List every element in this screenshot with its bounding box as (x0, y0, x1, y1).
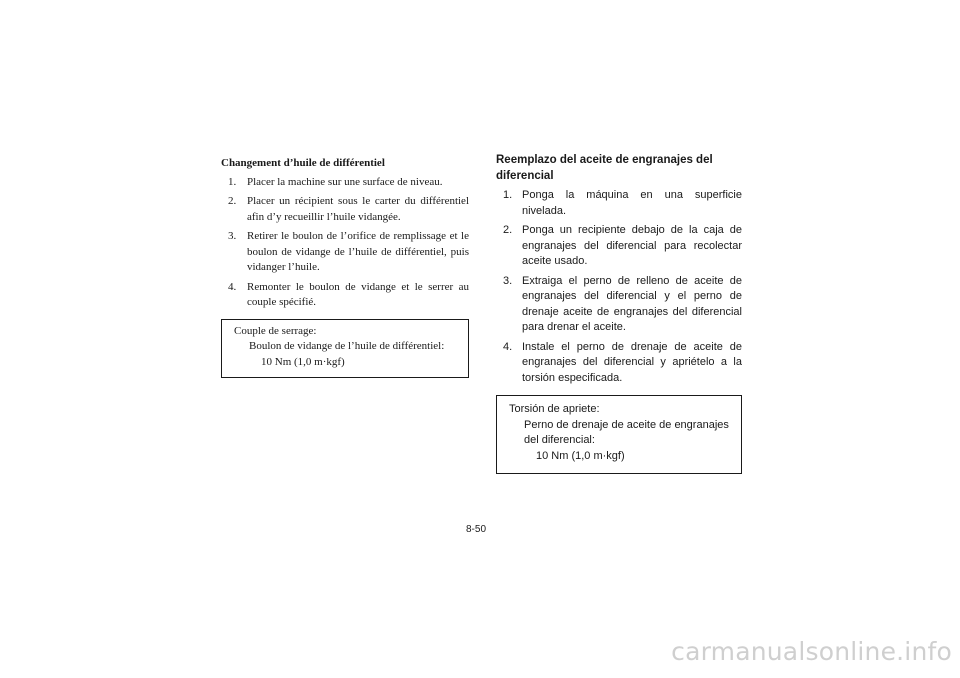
step-text: Ponga la máquina en una superficie nivelada. (522, 189, 742, 217)
step-number: 1. (503, 189, 513, 201)
step-text: Instale el perno de drenaje de aceite de engranajes del diferencial y apriételo a la torsión especificada. (522, 340, 742, 384)
spec-item: Boulon de vidange de l’huile de différentiel: (249, 340, 445, 352)
french-torque-spec-box (221, 319, 469, 379)
step-number: 3. (228, 230, 237, 242)
spanish-step (496, 223, 742, 270)
french-step (221, 280, 469, 311)
spanish-column (496, 153, 742, 474)
spec-title: Couple de serrage: (234, 324, 317, 337)
watermark: carmanualsonline.info (671, 637, 952, 666)
step-number: 2. (503, 224, 513, 236)
spanish-step (496, 188, 742, 219)
step-text: Extraiga el perno de relleno de aceite de engranajes del diferencial y el perno de drenaje aceite de engranajes del diferencial para drenar el aceite. (522, 274, 742, 333)
french-steps-list (221, 175, 469, 311)
step-text: Placer la machine sur une surface de niveau. (247, 175, 443, 188)
step-text: Retirer le boulon de l’orifice de remplissage et le boulon de vidange de l’huile de différentiel, puis vidanger l’huile. (247, 230, 469, 273)
spec-value: 10 Nm (1,0 m·kgf) (536, 449, 625, 462)
spanish-steps-list (496, 188, 742, 386)
step-number: 4. (228, 280, 237, 293)
spec-value: 10 Nm (1,0 m·kgf) (261, 355, 345, 368)
step-text: Remonter le boulon de vidange et le serrer au couple spécifié. (247, 280, 469, 308)
french-step (221, 229, 469, 276)
french-column (221, 156, 469, 378)
spanish-heading: Reemplazo del aceite de engranajes del diferencial (496, 154, 713, 182)
step-number: 1. (228, 175, 237, 188)
step-text: Placer un récipient sous le carter du différentiel afin d’y recueillir l’huile vidangée. (247, 195, 469, 223)
step-number: 4. (503, 340, 513, 353)
step-text: Ponga un recipiente debajo de la caja de engranajes del diferencial para recolectar aceite usado. (522, 224, 742, 267)
french-step (221, 194, 469, 225)
spec-title: Torsión de apriete: (509, 403, 600, 415)
french-heading: Changement d’huile de différentiel (221, 157, 385, 169)
spanish-torque-spec-box (496, 395, 742, 474)
spanish-step (496, 274, 742, 336)
spanish-step (496, 340, 742, 387)
french-step (221, 175, 469, 191)
page-number: 8-50 (466, 524, 487, 535)
step-number: 3. (503, 274, 513, 287)
spec-item: Perno de drenaje de aceite de engranajes del diferencial: (524, 418, 729, 446)
step-number: 2. (228, 195, 237, 207)
